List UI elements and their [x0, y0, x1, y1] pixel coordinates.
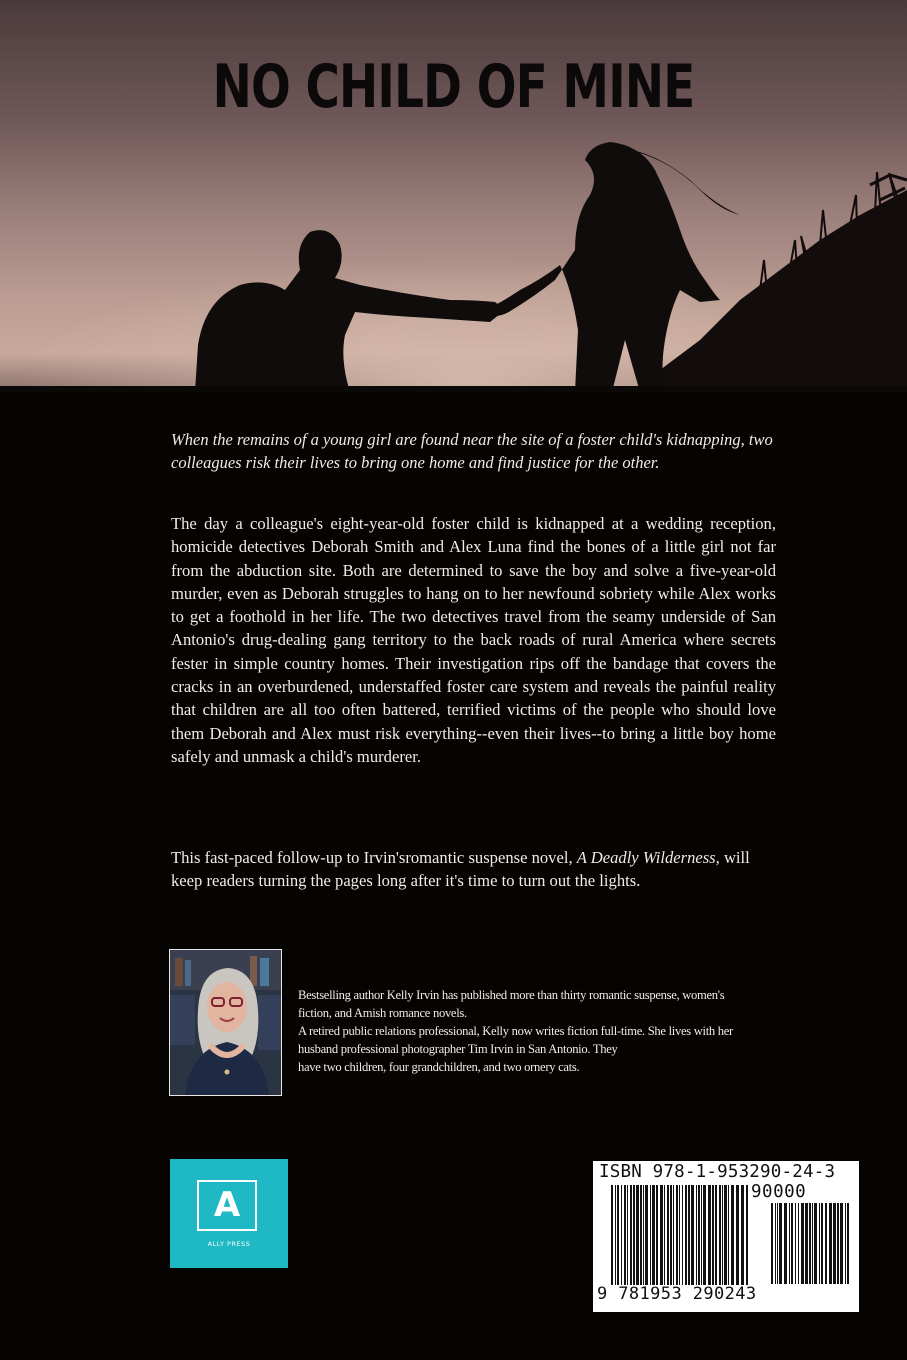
barcode-bar: [617, 1185, 619, 1285]
barcode-bar: [643, 1185, 644, 1285]
barcode-bar: [688, 1185, 690, 1285]
followup-text-after: , will keep readers turning the pages long after it's time to turn out the lights.: [171, 848, 750, 891]
barcode-bar: [728, 1185, 729, 1285]
barcode-bar: [633, 1185, 635, 1285]
barcode-bar: [746, 1185, 748, 1285]
barcode-bar: [779, 1203, 782, 1284]
publisher-logo: [170, 1159, 288, 1268]
barcode-bar: [682, 1185, 683, 1285]
isbn-barcode: [593, 1161, 859, 1312]
barcode-bar: [833, 1203, 836, 1284]
barcode-bar: [660, 1185, 663, 1285]
barcode-bar: [771, 1203, 773, 1284]
barcode-bar: [664, 1185, 665, 1285]
followup-book-title: A Deadly Wilderness: [576, 848, 716, 867]
barcode-bar: [712, 1185, 714, 1285]
barcode-bar: [685, 1185, 687, 1285]
barcode-bar: [630, 1185, 632, 1285]
barcode-bar: [691, 1185, 694, 1285]
barcode-bar: [809, 1203, 811, 1284]
barcode-bar: [805, 1203, 808, 1284]
tagline: When the remains of a young girl are found near the site of a foster child's kidnapping, two colleagues risk their lives to bring one home and find justice for the other.: [171, 430, 773, 472]
barcode-bar: [624, 1185, 626, 1285]
barcode-bar: [640, 1185, 642, 1285]
barcode-bar: [722, 1185, 723, 1285]
barcode-bar: [812, 1203, 813, 1284]
barcode-bar: [679, 1185, 680, 1285]
bio-line: fiction, and Amish romance novels.: [298, 1006, 467, 1020]
barcode-bar: [621, 1185, 622, 1285]
synopsis: The day a colleague's eight-year-old foster child is kidnapped at a wedding reception, homicide detectives Deborah Smith and Alex Luna find the bones of a little girl not far from the abduction site. Both are determined to save the boy and solve a five-year-old murder, even as Deborah struggles to hang on to her newfound sobriety while Alex works to get a foothold in her life. The two detectives travel from the seamy underside of San Antonio's drug-dealing gang territory to the back roads of rural America where secrets fester in simple country homes. Their investigation rips off the bandage that covers the cracks in an overburdened, understaffed foster care system and reveals the painful reality that children are all too often battered, terrified victims of the people who should love them Deborah and Alex must risk everything--even their lives--to bring a little boy home safely and unmask a child's murderer.: [171, 514, 776, 766]
barcode-bar: [676, 1185, 678, 1285]
barcode-bar: [736, 1185, 739, 1285]
barcode-bar: [698, 1185, 700, 1285]
barcode-bar: [708, 1185, 711, 1285]
barcode-bar: [627, 1185, 628, 1285]
barcode-bar: [795, 1203, 796, 1284]
bio-line: husband professional photographer Tim Irvin in San Antonio. They: [298, 1042, 618, 1056]
barcode-bar: [652, 1185, 655, 1285]
barcode-bar: [840, 1203, 843, 1284]
followup-text-before: This fast-paced follow-up to Irvin'sromantic suspense novel,: [171, 848, 577, 867]
ean-barcode-bars: [611, 1185, 749, 1285]
barcode-bar: [703, 1185, 706, 1285]
barcode-bar: [798, 1203, 799, 1284]
barcode-bar: [784, 1203, 787, 1284]
barcode-bar: [611, 1185, 613, 1285]
barcode-bar: [829, 1203, 832, 1284]
cover-photo: [0, 0, 907, 392]
barcode-bar: [837, 1203, 839, 1284]
isbn-label: ISBN 978-1-953290-24-3: [599, 1162, 836, 1182]
barcode-digits: 9 781953 290243: [597, 1284, 757, 1304]
bio-line: Bestselling author Kelly Irvin has published more than thirty romantic suspense, women's: [298, 988, 725, 1002]
barcode-bar: [656, 1185, 658, 1285]
barcode-bar: [673, 1185, 674, 1285]
price-code: 90000: [751, 1182, 807, 1202]
barcode-bar: [645, 1185, 648, 1285]
followup-blurb: [171, 846, 781, 893]
barcode-bar: [719, 1185, 721, 1285]
addon-barcode-bars: [771, 1203, 853, 1284]
barcode-bar: [821, 1203, 823, 1284]
barcode-bar: [777, 1203, 778, 1284]
barcode-bar: [650, 1185, 651, 1285]
barcode-bar: [731, 1185, 734, 1285]
barcode-bar: [775, 1203, 776, 1284]
barcode-bar: [791, 1203, 793, 1284]
book-title: NO CHILD OF MINE: [212, 52, 695, 122]
barcode-bar: [845, 1203, 846, 1284]
barcode-bar: [636, 1185, 639, 1285]
author-photo: [169, 949, 282, 1096]
author-portrait: [170, 950, 281, 1095]
barcode-bar: [715, 1185, 717, 1285]
bio-line: have two children, four grandchildren, and two ornery cats.: [298, 1060, 580, 1074]
barcode-bar: [701, 1185, 702, 1285]
barcode-bar: [741, 1185, 744, 1285]
barcode-bar: [801, 1203, 804, 1284]
barcode-bar: [615, 1185, 616, 1285]
barcode-bar: [724, 1185, 727, 1285]
barcode-bar: [814, 1203, 817, 1284]
publisher-logo-letter: A: [197, 1180, 257, 1231]
barcode-bar: [696, 1185, 697, 1285]
barcode-bar: [789, 1203, 790, 1284]
barcode-bar: [825, 1203, 827, 1284]
barcode-bar: [667, 1185, 669, 1285]
barcode-bar: [847, 1203, 849, 1284]
author-bio: [298, 986, 808, 1076]
bio-line: A retired public relations professional, Kelly now writes fiction full-time. She lives with her: [298, 1024, 733, 1038]
barcode-bar: [819, 1203, 820, 1284]
barcode-bar: [670, 1185, 672, 1285]
publisher-name: ALLY PRESS: [207, 1240, 251, 1248]
